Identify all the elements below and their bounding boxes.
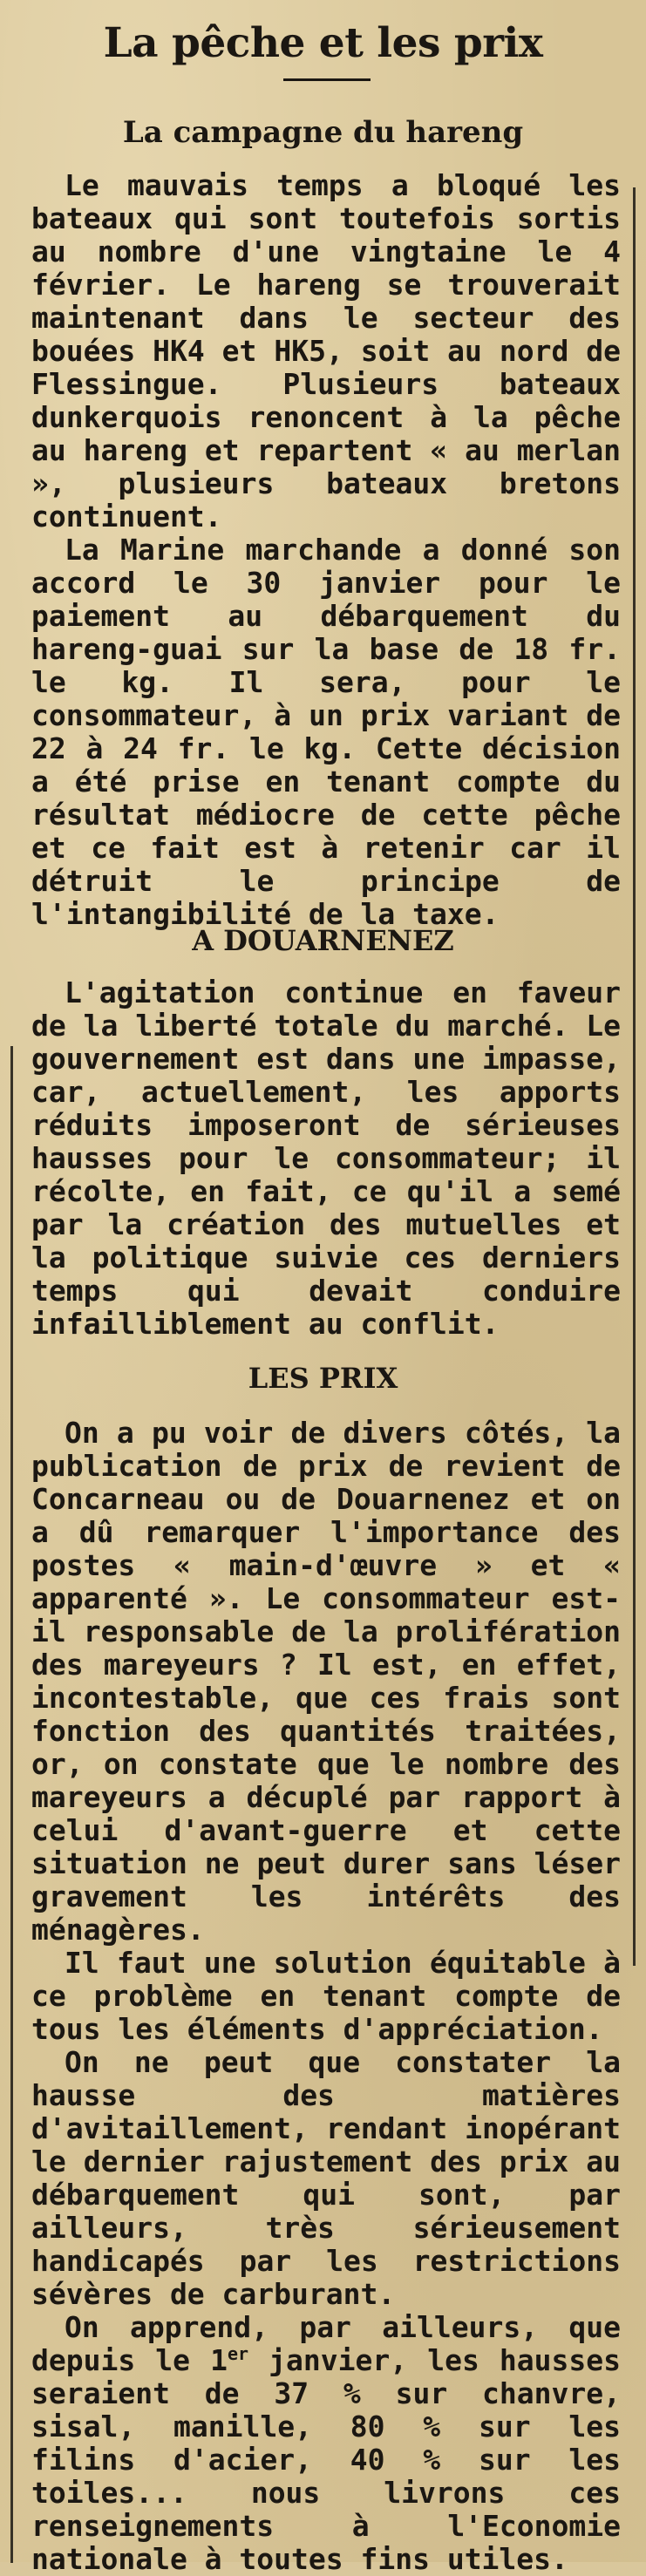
column-rule-right — [633, 187, 636, 1966]
section-heading-douarnenez: A DOUARNENEZ — [192, 924, 454, 957]
superscript: er — [228, 2343, 249, 2364]
article-subtitle: La campagne du hareng — [122, 115, 524, 150]
paragraph: Le mauvais temps a bloqué les bateaux qui sont toutefois sortis au nombre d'une vingtaine le 4 février. Le hareng se trouverait maintenant dans le secteur des bouées HK4 et HK5, soit au nord de Flessingue. Plusieurs bateaux dunkerquois renoncent à la pêche au hareng et repartent « au merlan », plusieurs bateaux bretons continuent. — [31, 168, 621, 534]
paragraph: La Marine marchande a donné son accord le 30 janvier pour le paiement au débarquement du hareng-guai sur la base de 18 fr. le kg. Il sera, pour le consommateur, à un prix variant de 22 à 24 fr. le kg. Cette décision a été prise en tenant compte du résultat médiocre de cette pêche et ce fait est à retenir car il détruit le principe de l'intangibilité de la taxe. — [31, 533, 621, 931]
paragraph-last — [31, 2311, 621, 2576]
column-rule-left — [10, 1046, 13, 2563]
paragraph: On ne peut que constater la hausse des matières d'avitaillement, rendant inopérant le dernier rajustement des prix au débarquement qui sont, par ailleurs, très sérieusement handicapés par les restrictions sévères de carburant. — [31, 2045, 621, 2311]
text-fragment: janvier, les hausses seraient de 37 % sur chanvre, sisal, manille, 80 % sur les filins d'acier, 40 % sur les toiles... nous livrons ces renseignements à l'Economie nationale à toutes fins utiles. — [31, 2343, 621, 2576]
paragraph: On a pu voir de divers côtés, la publication de prix de revient de Concarneau ou de Douarnenez et on a dû remarquer l'importance des postes « main-d'œuvre » et « apparenté ». Le consommateur est-il responsable de la prolifération des mareyeurs ? Il est, en effet, incontestable, que ces frais sont fonction des quantités traitées, or, on constate que le nombre des mareyeurs a décuplé par rapport à celui d'avant-guerre et cette situation ne peut durer sans léser gravement les intérêts des ménagères. — [31, 1416, 621, 1947]
title-underline — [283, 78, 371, 81]
section-heading-prix: LES PRIX — [248, 1362, 398, 1395]
text-fragment: On apprend, par ailleurs, que depuis le 1 — [31, 2310, 621, 2377]
douarnenez-section — [31, 976, 621, 1341]
paragraph: L'agitation continue en faveur de la liberté totale du marché. Le gouvernement est dans une impasse, car, actuellement, les apports réduits imposeront de sérieuses hausses pour le consommateur; il récolte, en fait, ce qu'il a semé par la création des mutuelles et la politique suivie ces derniers temps qui devait conduire infailliblement au conflit. — [31, 975, 621, 1341]
prix-section — [31, 1417, 621, 2576]
intro-section — [31, 169, 621, 931]
article-title: La pêche et les prix — [103, 19, 543, 67]
paragraph: Il faut une solution équitable à ce problème en tenant compte de tous les éléments d'appréciation. — [31, 1946, 621, 2046]
